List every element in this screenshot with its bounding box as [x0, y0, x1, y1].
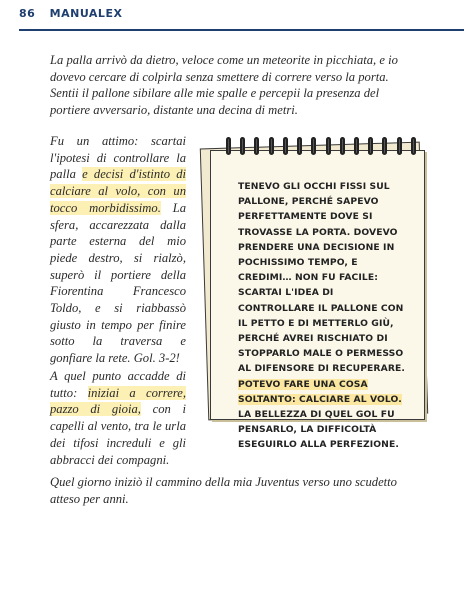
- spiral-ring-icon: [326, 137, 331, 155]
- text-segment: La sfera, accarezzata dalla parte esterna del mio piede destro, si rialzò, superò il portiere della Fiorentina Francesco Toldo, e si riabbassò giusto in tempo per finire sotto la traversa e gonfiare la rete. Gol. 3-2!: [50, 200, 186, 366]
- spiral-ring-icon: [340, 137, 345, 155]
- left-column-paragraph-2: [50, 368, 186, 468]
- spiral-ring-icon: [297, 137, 302, 155]
- book-title: MANUALEX: [49, 7, 123, 20]
- spiral-ring-icon: [240, 137, 245, 155]
- spiral-ring-icon: [283, 137, 288, 155]
- header-rule: [19, 29, 464, 31]
- spiral-ring-icon: [368, 137, 373, 155]
- left-column-paragraph-1: [50, 133, 186, 367]
- spiral-ring-icon: [269, 137, 274, 155]
- highlighted-text: POTEVO FARE UNA COSA SOLTANTO: CALCIARE AL VOLO.: [238, 378, 402, 405]
- notepad-text: [238, 179, 412, 453]
- spiral-ring-icon: [411, 137, 416, 155]
- spiral-ring-icon: [311, 137, 316, 155]
- notepad-spiral-binding: [226, 137, 416, 159]
- spiral-ring-icon: [354, 137, 359, 155]
- page-number: 86: [19, 7, 36, 20]
- intro-paragraph: La palla arrivò da dietro, veloce come un meteorite in picchiata, e io dovevo cercare di colpirla senza smettere di correre verso la porta. Sentii il pallone sibilare alle mie spalle e percepii la presenza del portiere avversario, distante una decina di metri.: [50, 53, 398, 118]
- closing-paragraph: Quel giorno iniziò il cammino della mia Juventus verso uno scudetto atteso per anni.: [50, 475, 397, 506]
- text-segment: con i capelli al vento, tra le urla dei tifosi increduli e gli abbracci dei compagni.: [50, 402, 186, 467]
- spiral-ring-icon: [382, 137, 387, 155]
- spiral-ring-icon: [226, 137, 231, 155]
- running-header: [19, 7, 122, 20]
- spiral-ring-icon: [397, 137, 402, 155]
- highlighted-text: e decisi d'istinto di calciare al volo, con un tocco morbidissimo.: [50, 167, 186, 215]
- text-segment: LA BELLEZZA DI QUEL GOL FU PENSARLO, LA DIFFICOLTÀ ESEGUIRLO ALLA PERFEZIONE.: [238, 409, 399, 451]
- text-segment: Fu un attimo: scartai l'ipotesi di controllare la palla: [50, 134, 186, 182]
- text-segment: TENEVO GLI OCCHI FISSI SUL PALLONE, PERCHÉ SAPEVO PERFETTAMENTE DOVE SI TROVASSE LA PORTA. DOVEVO PRENDERE UNA DECISIONE IN POCHISSIMO TEMPO, E CREDIMI… NON FU FACILE: SCARTAI L'IDEA DI CONTROLLARE IL PALLONE CON IL PETTO E DI METTERLO GIÙ, PERCHÉ AVREI RISCHIATO DI STOPPARLO MALE O PERMESSO AL DIFENSORE DI RECUPERARE.: [238, 181, 405, 375]
- spiral-ring-icon: [254, 137, 259, 155]
- highlighted-text: iniziai a correre, pazzo di gioia,: [50, 385, 186, 417]
- text-segment: A quel punto accadde di tutto:: [50, 369, 186, 400]
